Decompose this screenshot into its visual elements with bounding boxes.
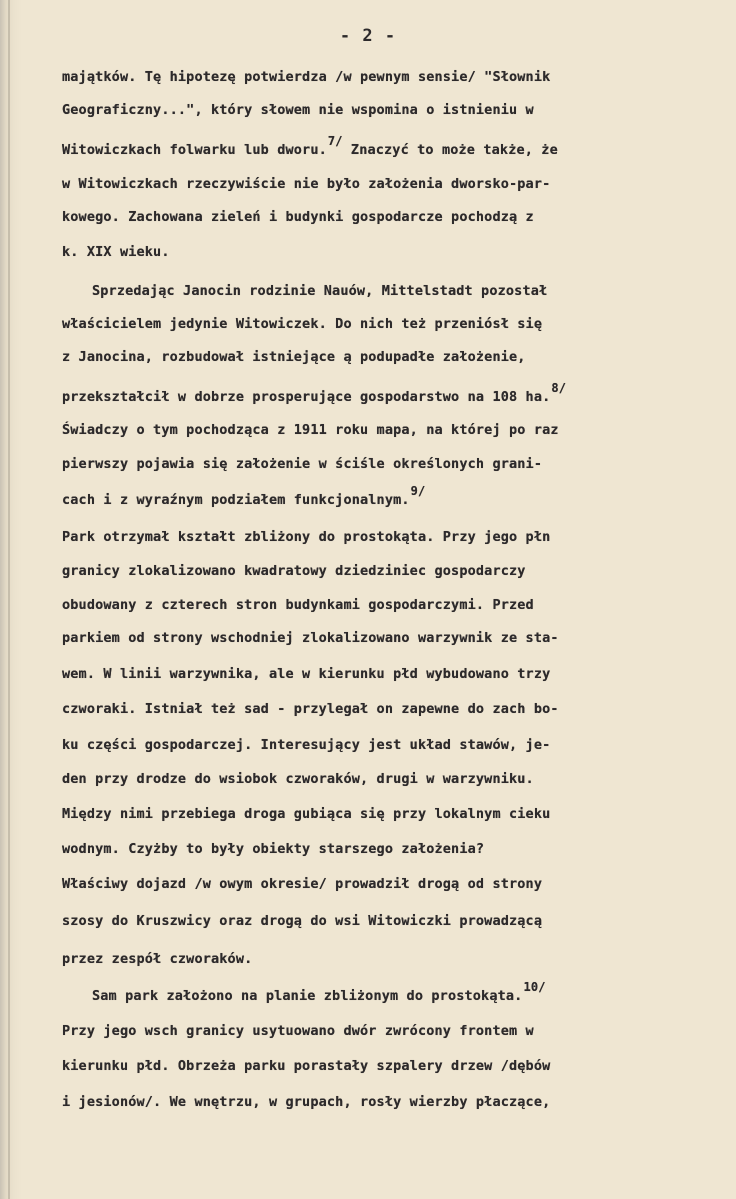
text-line: Przy jego wsch granicy usytuowano dwór zwrócony frontem w — [62, 1023, 534, 1039]
text-line: Witowiczkach folwarku lub dworu.7/ Znaczyć to może także, że — [62, 134, 558, 158]
text-line: ku części gospodarczej. Interesujący jest układ stawów, je- — [62, 737, 551, 753]
text-line: Sam park założono na planie zbliżonym do prostokąta.10/ — [92, 980, 546, 1004]
text-line: majątków. Tę hipotezę potwierdza /w pewnym sensie/ "Słownik — [62, 69, 551, 85]
text-line: w Witowiczkach rzeczywiście nie było założenia dworsko-par- — [62, 176, 551, 192]
text-line: cach i z wyraźnym podziałem funkcjonalnym.9/ — [62, 484, 426, 508]
text-line: wem. W linii warzywnika, ale w kierunku płd wybudowano trzy — [62, 666, 551, 682]
text-line: obudowany z czterech stron budynkami gospodarczymi. Przed — [62, 597, 534, 613]
text-line: właścicielem jedynie Witowiczek. Do nich też przeniósł się — [62, 316, 543, 332]
text-line: przekształcił w dobrze prosperujące gospodarstwo na 108 ha.8/ — [62, 381, 567, 405]
text-line: Świadczy o tym pochodząca z 1911 roku mapa, na której po raz — [62, 422, 559, 438]
text-line: Geograficzny...", który słowem nie wspomina o istnieniu w — [62, 102, 534, 118]
text-line: granicy zlokalizowano kwadratowy dziedziniec gospodarczy — [62, 563, 526, 579]
text-line: z Janocina, rozbudował istniejące ą podupadłe założenie, — [62, 349, 526, 365]
text-line: przez zespół czworaków. — [62, 951, 253, 967]
page-number: - 2 - — [339, 26, 397, 46]
text-line: Właściwy dojazd /w owym okresie/ prowadził drogą od strony — [62, 876, 543, 892]
text-line: parkiem od strony wschodniej zlokalizowano warzywnik ze sta- — [62, 630, 559, 646]
text-line: szosy do Kruszwicy oraz drogą do wsi Witowiczki prowadzącą — [62, 913, 543, 929]
text-line: czworaki. Istniał też sad - przylegał on zapewne do zach bo- — [62, 701, 559, 717]
footnote-marker: 10/ — [523, 980, 546, 994]
text-line: Sprzedając Janocin rodzinie Nauów, Mittelstadt pozostał — [92, 283, 548, 299]
text-line: kierunku płd. Obrzeża parku porastały szpalery drzew /dębów — [62, 1058, 551, 1074]
footnote-marker: 7/ — [327, 134, 343, 148]
text-line: i jesionów/. We wnętrzu, w grupach, rosły wierzby płaczące, — [62, 1094, 551, 1110]
text-line: Między nimi przebiega droga gubiąca się przy lokalnym cieku — [62, 806, 551, 822]
text-line: kowego. Zachowana zieleń i budynki gospodarcze pochodzą z — [62, 209, 534, 225]
text-line: Park otrzymał kształt zbliżony do prostokąta. Przy jego płn — [62, 529, 551, 545]
footnote-marker: 8/ — [551, 381, 567, 395]
text-line: pierwszy pojawia się założenie w ściśle określonych grani- — [62, 456, 543, 472]
text-line: k. XIX wieku. — [62, 244, 170, 260]
footnote-marker: 9/ — [410, 484, 426, 498]
text-line: den przy drodze do wsiobok czworaków, drugi w warzywniku. — [62, 771, 534, 787]
text-line: wodnym. Czyżby to były obiekty starszego założenia? — [62, 841, 485, 857]
